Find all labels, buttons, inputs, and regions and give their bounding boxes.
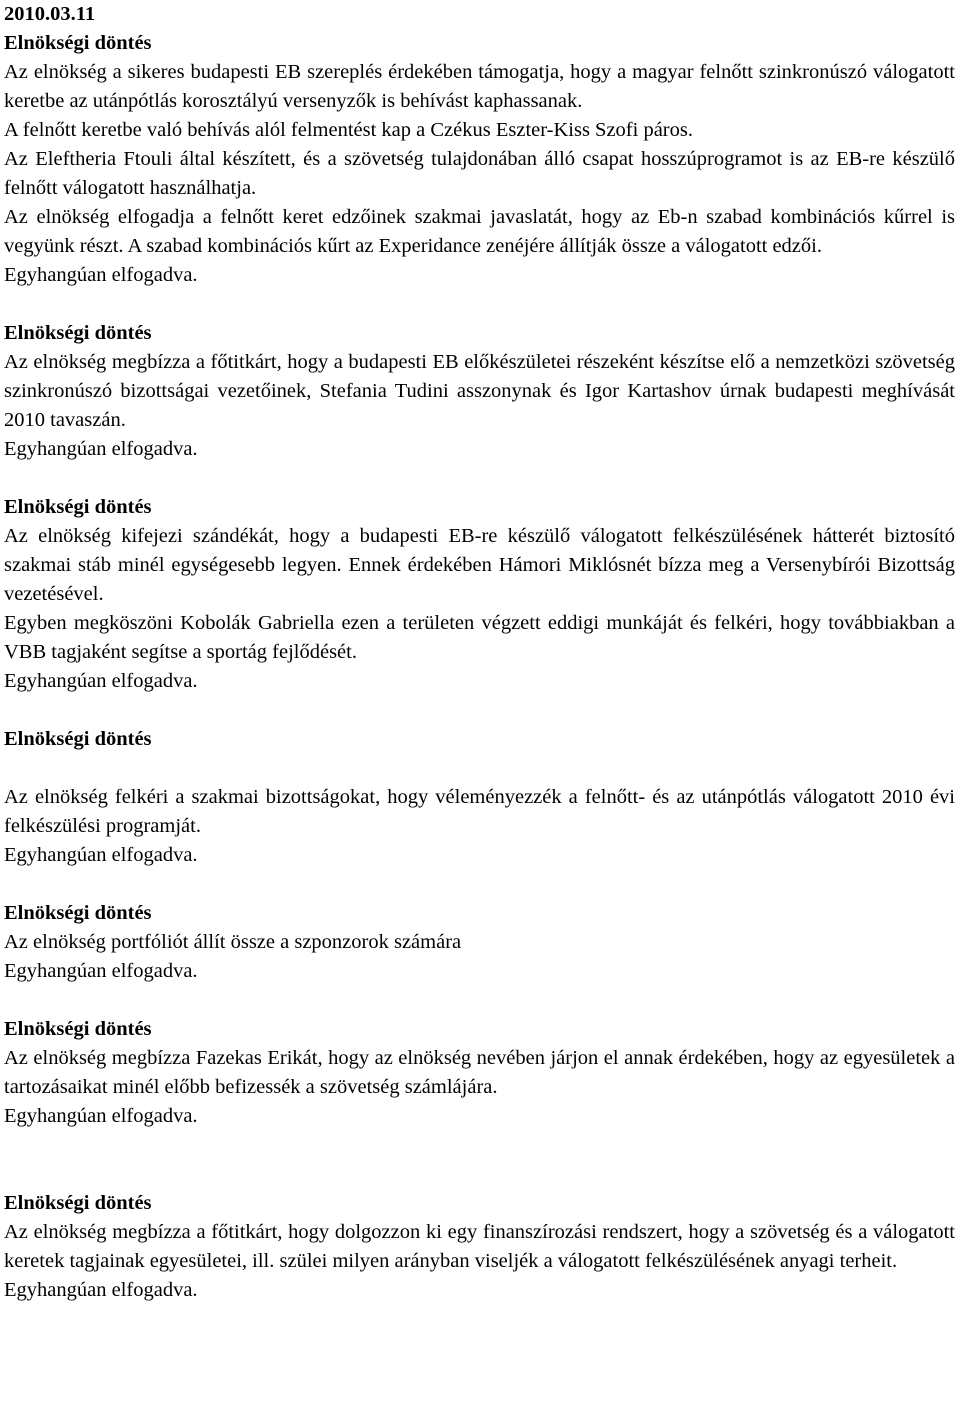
spacer: [4, 870, 955, 899]
decision-4: [4, 725, 955, 870]
decision-heading: Elnökségi döntés: [4, 1192, 152, 1214]
decision-heading: Elnökségi döntés: [4, 728, 152, 750]
vote-result: Egyhangúan elfogadva.: [4, 438, 198, 460]
decision-paragraph: Az elnökség elfogadja a felnőtt keret edzőinek szakmai javaslatát, hogy az Eb-n szabad kombinációs kűrrel is vegyünk részt. A szabad kombinációs kűrt az Experidance zenéjére állítják össze a válogatott edzői.: [4, 206, 955, 257]
spacer: [4, 1131, 955, 1189]
decision-paragraph: Az elnökség megbízza a főtitkárt, hogy dolgozzon ki egy finanszírozási rendszert, hogy a szövetség és a válogatott keretek tagjainak egyesületei, ill. szülei milyen arányban viseljék a válogatott felkészülésének anyagi terheit.: [4, 1221, 955, 1272]
spacer: [4, 986, 955, 1015]
decision-1: [4, 29, 955, 290]
decision-paragraph: A felnőtt keretbe való behívás alól felmentést kap a Czékus Eszter-Kiss Szofi páros.: [4, 119, 693, 141]
decision-heading: Elnökségi döntés: [4, 32, 152, 54]
decision-paragraph: Az Eleftheria Ftouli által készített, és a szövetség tulajdonában álló csapat hosszúprogramot is az EB-re készülő felnőtt válogatott használhatja.: [4, 148, 955, 199]
decision-paragraph: Az elnökség megbízza Fazekas Erikát, hogy az elnökség nevében járjon el annak érdekében, hogy az egyesületek a tartozásaikat minél előbb befizessék a szövetség számlájára.: [4, 1047, 955, 1098]
decision-heading: Elnökségi döntés: [4, 496, 152, 518]
decision-paragraph: Az elnökség a sikeres budapesti EB szereplés érdekében támogatja, hogy a magyar felnőtt szinkronúszó válogatott keretbe az utánpótlás korosztályú versenyzők is behívást kaphassanak.: [4, 61, 955, 112]
decision-3: [4, 493, 955, 696]
vote-result: Egyhangúan elfogadva.: [4, 1279, 198, 1301]
decision-heading: Elnökségi döntés: [4, 902, 152, 924]
document-page: [4, 0, 955, 1305]
decision-7: [4, 1189, 955, 1305]
decision-paragraph: Az elnökség felkéri a szakmai bizottságokat, hogy véleményezzék a felnőtt- és az utánpótlás válogatott 2010 évi felkészülési programját.: [4, 786, 955, 837]
spacer: [4, 464, 955, 493]
decision-heading: Elnökségi döntés: [4, 322, 152, 344]
decision-6: [4, 1015, 955, 1131]
decision-paragraph: Az elnökség portfóliót állít össze a szponzorok számára: [4, 931, 462, 953]
vote-result: Egyhangúan elfogadva.: [4, 844, 198, 866]
vote-result: Egyhangúan elfogadva.: [4, 264, 198, 286]
vote-result: Egyhangúan elfogadva.: [4, 670, 198, 692]
vote-result: Egyhangúan elfogadva.: [4, 1105, 198, 1127]
decision-paragraph: Az elnökség megbízza a főtitkárt, hogy a budapesti EB előkészületei részeként készítse elő a nemzetközi szövetség szinkronúszó bizottságai vezetőinek, Stefania Tudini asszonynak és Igor Kartashov úrnak budapesti meghívását 2010 tavaszán.: [4, 351, 955, 431]
spacer: [4, 696, 955, 725]
decision-heading: Elnökségi döntés: [4, 1018, 152, 1040]
decision-5: [4, 899, 955, 986]
decision-paragraph: Egyben megköszöni Kobolák Gabriella ezen a területen végzett eddigi munkáját és felkéri, hogy továbbiakban a VBB tagjaként segítse a sportág fejlődését.: [4, 612, 955, 663]
spacer: [4, 754, 955, 783]
spacer: [4, 290, 955, 319]
decision-paragraph: Az elnökség kifejezi szándékát, hogy a budapesti EB-re készülő válogatott felkészülésének hátterét biztosító szakmai stáb minél egységesebb legyen. Ennek érdekében Hámori Miklósnét bízza meg a Versenybírói Bizottság vezetésével.: [4, 525, 955, 605]
document-date: 2010.03.11: [4, 3, 96, 25]
vote-result: Egyhangúan elfogadva.: [4, 960, 198, 982]
decision-2: [4, 319, 955, 464]
